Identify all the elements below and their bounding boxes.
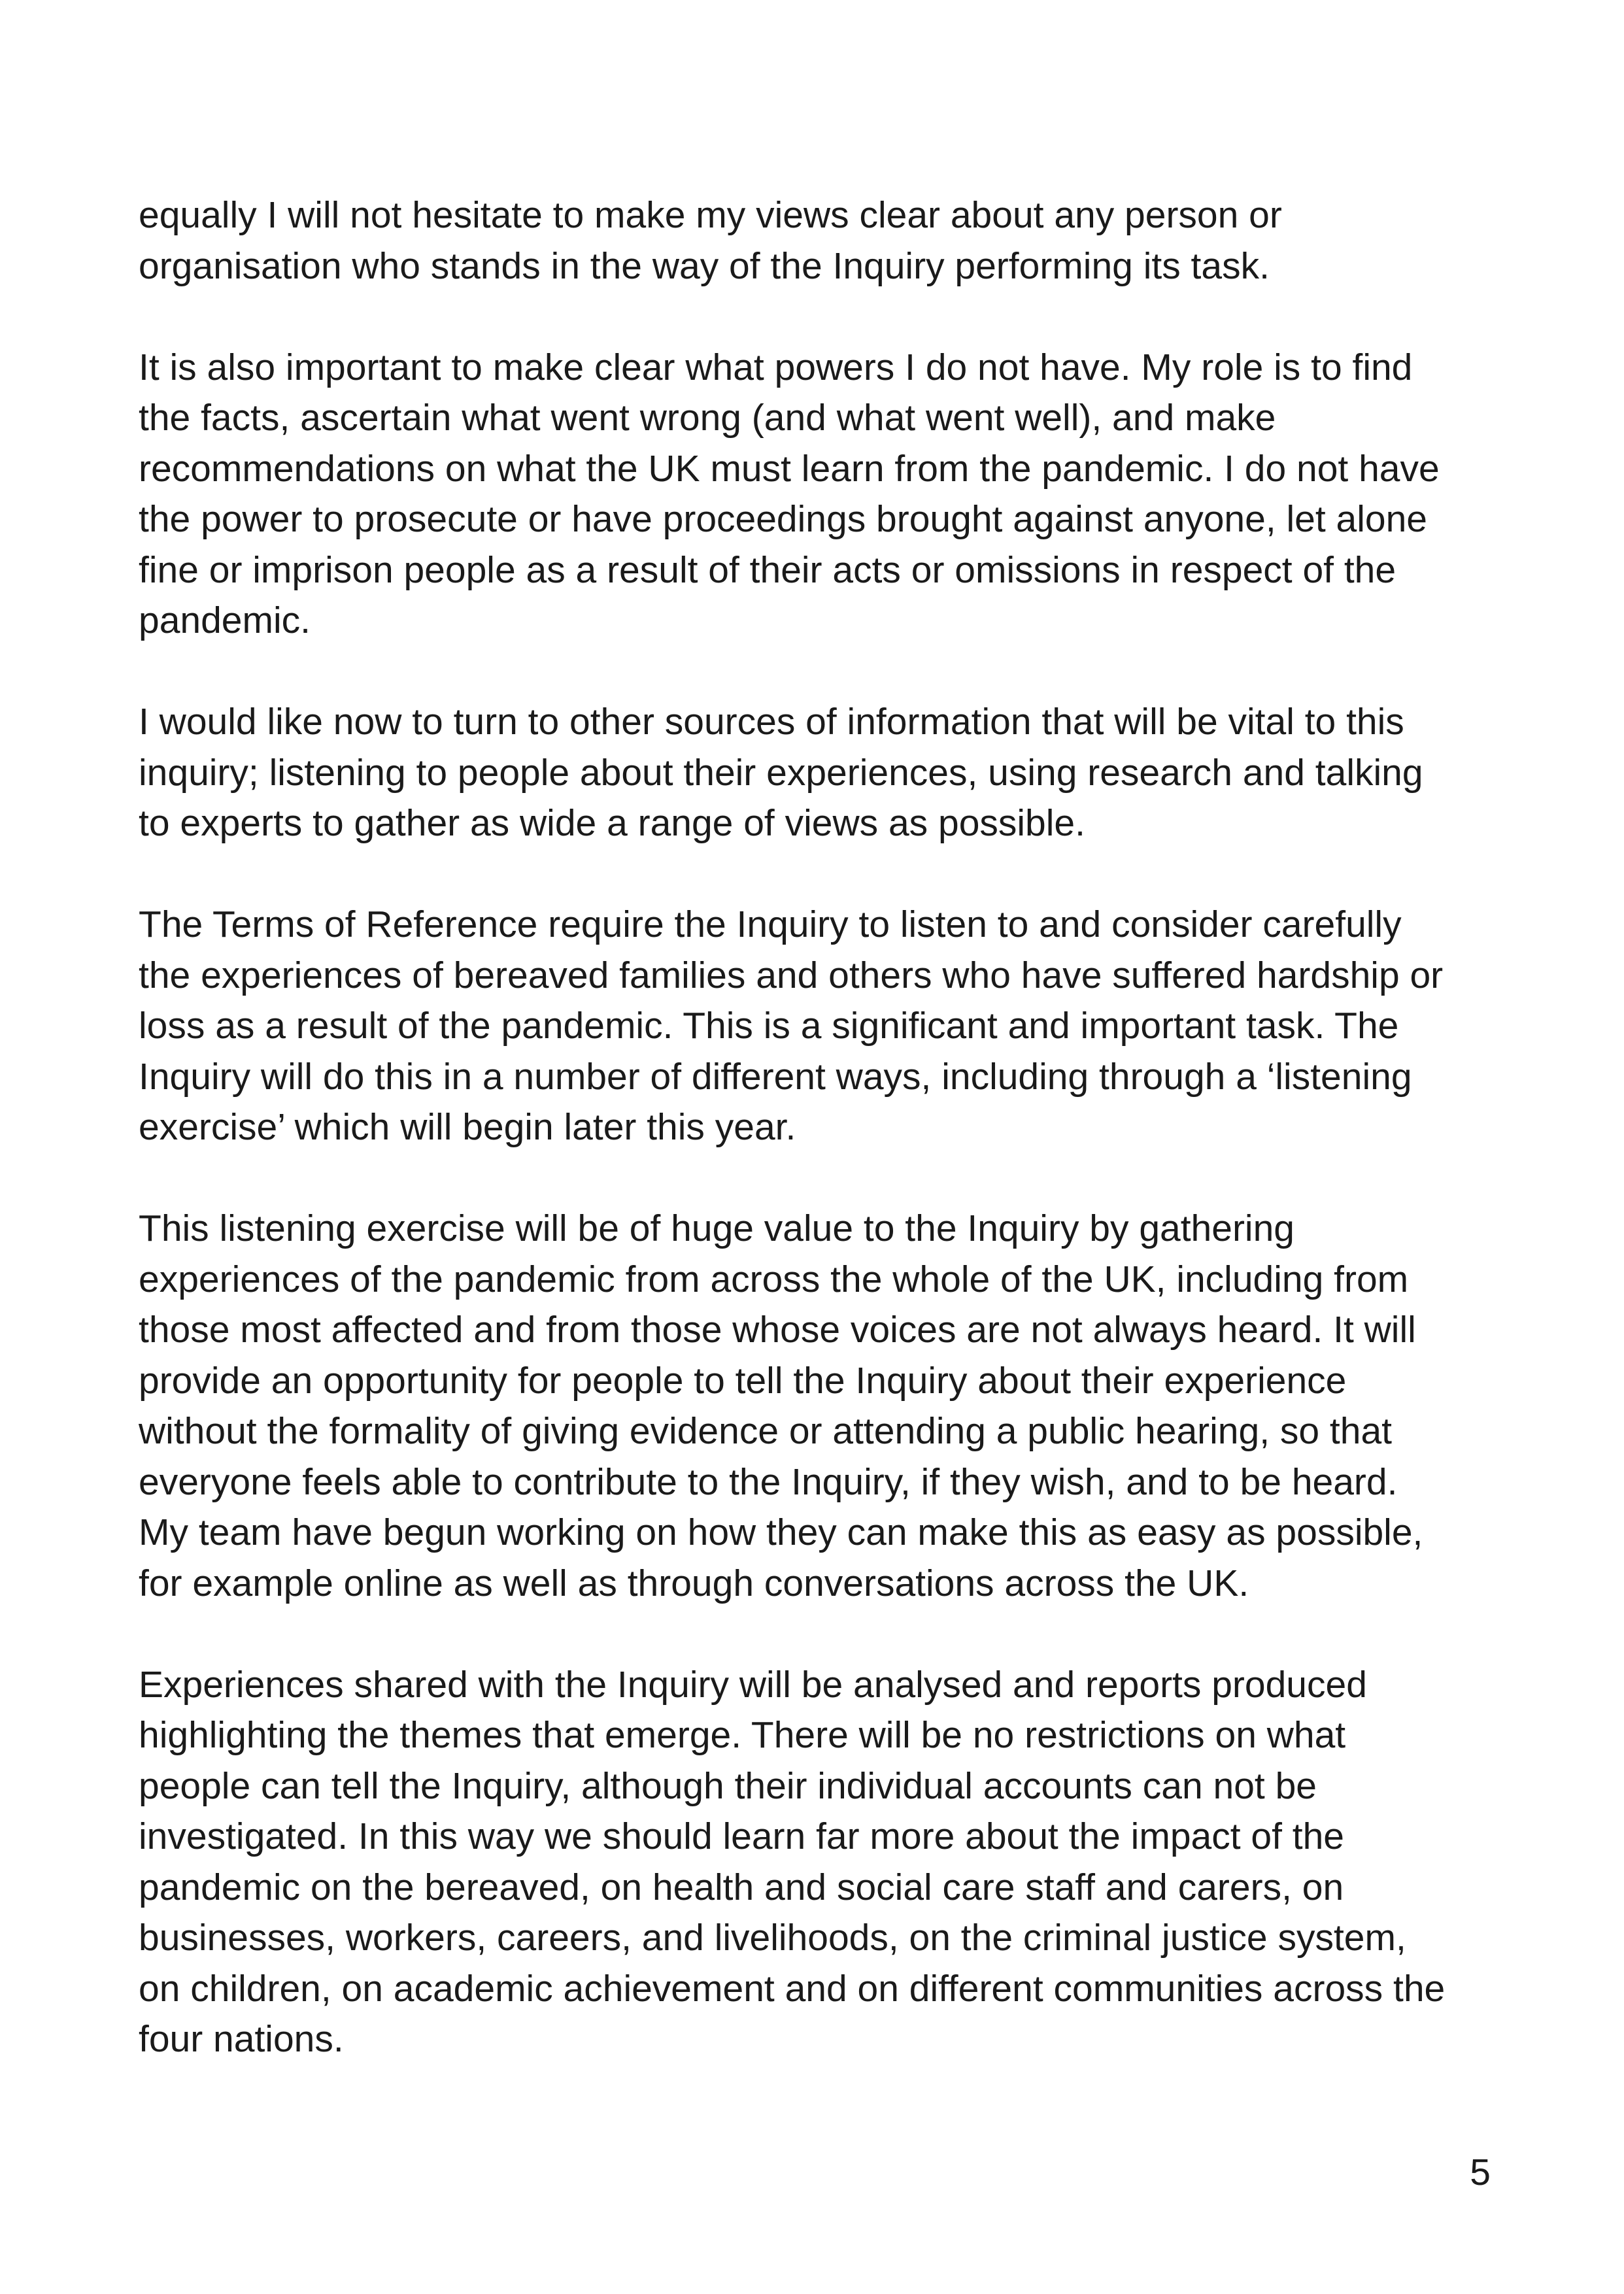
page-number: 5 <box>1470 2151 1491 2193</box>
paragraph-3: I would like now to turn to other sources of information that will be vital to this inquiry; listening to people about their experiences, using research and talking to experts to gather as wide a range of views as possible. <box>139 701 1423 844</box>
paragraph-5: This listening exercise will be of huge value to the Inquiry by gathering experiences of the pandemic from across the whole of the UK, including from those most affected and from those whose voices are not always heard. It will provide an opportunity for people to tell the Inquiry about their experience without the formality of giving evidence or attending a public hearing, so that everyone feels able to contribute to the Inquiry, if they wish, and to be heard. My team have begun working on how they can make this as easy as possible, for example online as well as through conversations across the UK. <box>139 1207 1423 1604</box>
paragraph-2: It is also important to make clear what powers I do not have. My role is to find the facts, ascertain what went wrong (and what went well), and make recommendations on what the UK must learn from the pandemic. I do not have the power to prosecute or have proceedings brought against anyone, let alone fine or imprison people as a result of their acts or omissions in respect of the pandemic. <box>139 346 1440 641</box>
document-body <box>139 190 1498 2116</box>
paragraph-6: Experiences shared with the Inquiry will be analysed and reports produced highlighting the themes that emerge. There will be no restrictions on what people can tell the Inquiry, although their individual accounts can not be investigated. In this way we should learn far more about the impact of the pandemic on the bereaved, on health and social care staff and carers, on businesses, workers, careers, and livelihoods, on the criminal justice system, on children, on academic achievement and on different communities across the four nations. <box>139 1663 1446 2060</box>
paragraph-1: equally I will not hesitate to make my views clear about any person or organisation who stands in the way of the Inquiry performing its task. <box>139 194 1282 287</box>
paragraph-4: The Terms of Reference require the Inquiry to listen to and consider carefully the experiences of bereaved families and others who have suffered hardship or loss as a result of the pandemic. This is a significant and important task. The Inquiry will do this in a number of different ways, including through a ‘listening exercise’ which will begin later this year. <box>139 903 1444 1148</box>
